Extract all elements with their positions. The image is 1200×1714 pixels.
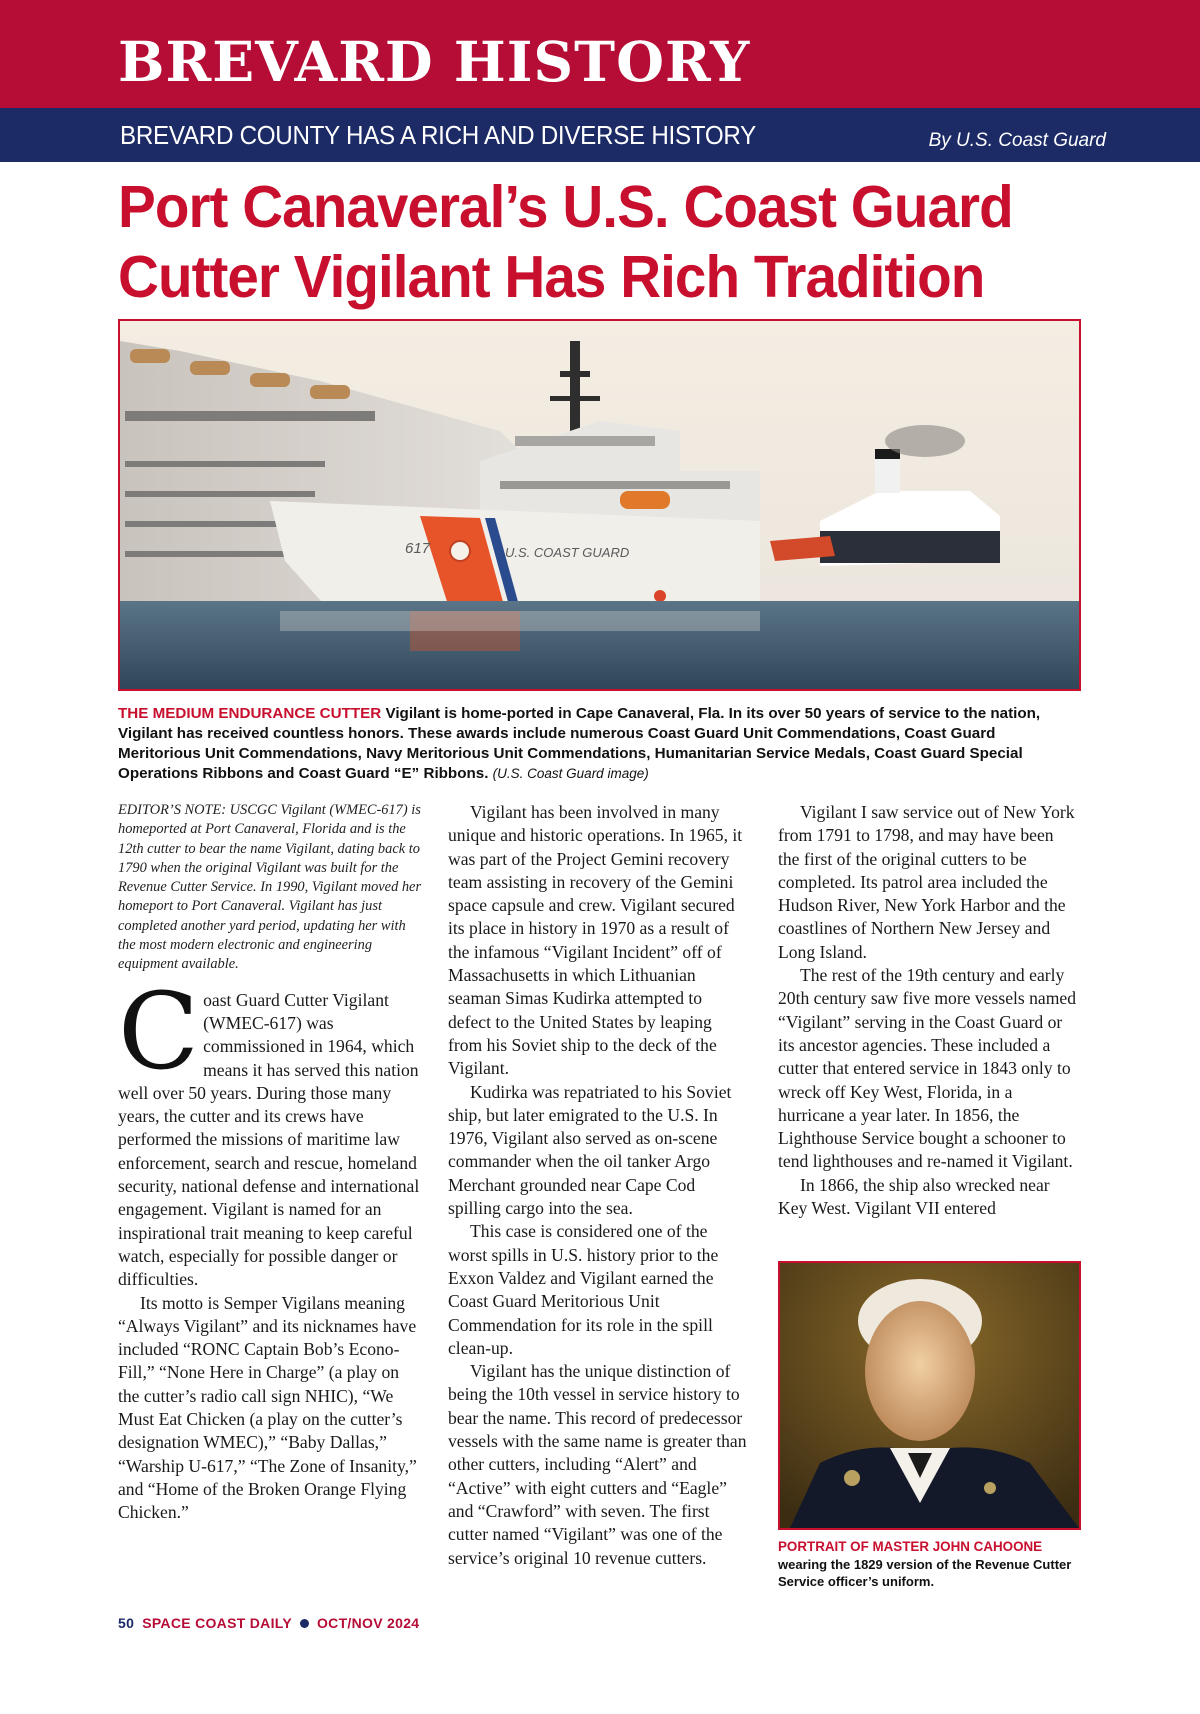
page-number: 50 [118,1615,135,1631]
footer-bullet [300,1619,309,1628]
article-paragraph: Vigilant has the unique distinction of being the 10th vessel in service history to bear the name. This record of predecessor vessels with the same name is greater than other cutters, including “Alert” and “Active” with eight cutters and “Eagle” and “Crawford” with seven. The first cutter named “Vigilant” was one of the service’s original 10 revenue cutters. [448,1361,747,1568]
issue-date: OCT/NOV 2024 [316,1615,420,1631]
article-column-1 [118,801,423,1525]
article-paragraph: In 1866, the ship also wrecked near Key West. Vigilant VII entered [778,1174,1050,1219]
editor-note [118,801,423,975]
article-paragraph: Its motto is Semper Vigilans meaning “Always Vigilant” and its nicknames have included “RONC Captain Bob’s Econo-Fill,” “None Here in Charge” (a play on the cutter’s radio call sign NHIC), “We Must Eat Chicken (a play on the cutter’s designation WMEC),” “Baby Dallas,” “Warship U-617,” “The Zone of Insanity,” and “Home of the Broken Orange Flying Chicken.” [118,1292,417,1523]
caption-body: Vigilant is home-ported in Cape Canaveral, Fla. In its over 50 years of service to the nation, Vigilant has received countless honors. These awards include numerous Coast Guard Unit Commendations, Coast Guard Meritorious Unit Commendations, Navy Meritorious Unit Commendations, Humanitarian Service Medals, Coast Guard Special Operations Ribbons and Coast Guard “E” Ribbons. [118,705,1041,782]
article-paragraph: The rest of the 19th century and early 20th century saw five more vessels named “Vigilant” serving in the Coast Guard or its ancestor agencies. These included a cutter that entered service in 1843 only to wreck off Key West, Florida, in a hurricane a year later. In 1856, the Lighthouse Service bought a schooner to tend lighthouses and re-named it Vigilant. [778,965,1077,1172]
byline: By U.S. Coast Guard [928,130,1106,151]
photo-credit: (U.S. Coast Guard image) [492,766,649,781]
hull-lettering: U.S. COAST GUARD [505,545,630,560]
section-subtitle: BREVARD COUNTY HAS A RICH AND DIVERSE HISTORY [120,120,756,150]
article-paragraph: Coast Guard Cutter Vigilant (WMEC-617) was commissioned in 1964, which means it has served this nation well over 50 years. During those many years, the cutter and its crews have performed the missions of maritime law enforcement, search and rescue, homeland security, national defense and international engagement. Vigilant is named for an inspirational trait meaning to keep careful watch, especially for possible danger or difficulties. [118,969,420,1290]
cutter-photo [118,319,1081,691]
drop-cap: C [118,969,200,1093]
article-column-3 [778,801,1078,1220]
publication-name: SPACE COAST DAILY [142,1615,292,1631]
article-column-2 [448,801,748,1570]
article-paragraph: Kudirka was repatriated to his Soviet ship, but later emigrated to the U.S. In 1976, Vigilant also served as on-scene commander when the oil tanker Argo Merchant grounded near Cape Cod spilling cargo into the sea. [448,1081,732,1219]
article-headline: Port Canaveral’s U.S. Coast Guard Cutter Vigilant Has Rich Tradition [118,174,1013,310]
portrait-caption [778,1538,1078,1591]
portrait-caption-body: wearing the 1829 version of the Revenue Cutter Service officer’s uniform. [778,1556,1072,1589]
hull-number: 617 [405,540,431,557]
article-paragraph: Vigilant I saw service out of New York from 1791 to 1798, and may have been the first of the original cutters to be completed. Its patrol area included the Hudson River, New York Harbor and the coastlines of Northern New Jersey and Long Island. [778,802,1075,962]
cahoone-portrait [778,1261,1081,1530]
section-title: BREVARD HISTORY [118,29,751,94]
article-paragraph: Vigilant has been involved in many unique and historic operations. In 1965, it was part of the Project Gemini recovery team assisting in recovery of the Gemini space capsule and crew. Vigilant secured its place in history in 1970 as a result of the infamous “Vigilant Incident” off of Massachusetts in which Lithuanian seaman Simas Kudirka attempted to defect to the United States by leaping from his Soviet ship to the deck of the Vigilant. [448,802,743,1079]
editor-note-text: EDITOR’S NOTE: USCGC Vigilant (WMEC-617) is homeported at Port Canaveral, Florida and is the 12th cutter to bear the name Vigilant, dating back to 1790 when the original Vigilant was built for the Revenue Cutter Service. In 1990, Vigilant moved her homeport to Port Canaveral. Vigilant has just completed another yard period, updating her with the most modern electronic and engineering equipment available. [118,802,422,973]
caption-lead: THE MEDIUM ENDURANCE CUTTER [118,705,382,722]
article-paragraph: This case is considered one of the worst spills in U.S. history prior to the Exxon Valdez and Vigilant earned the Coast Guard Meritorious Unit Commendation for its role in the spill clean-up. [448,1221,719,1358]
photo-caption [118,704,1078,784]
page-footer [118,1615,419,1631]
portrait-caption-lead: PORTRAIT OF MASTER JOHN CAHOONE [778,1539,1043,1554]
